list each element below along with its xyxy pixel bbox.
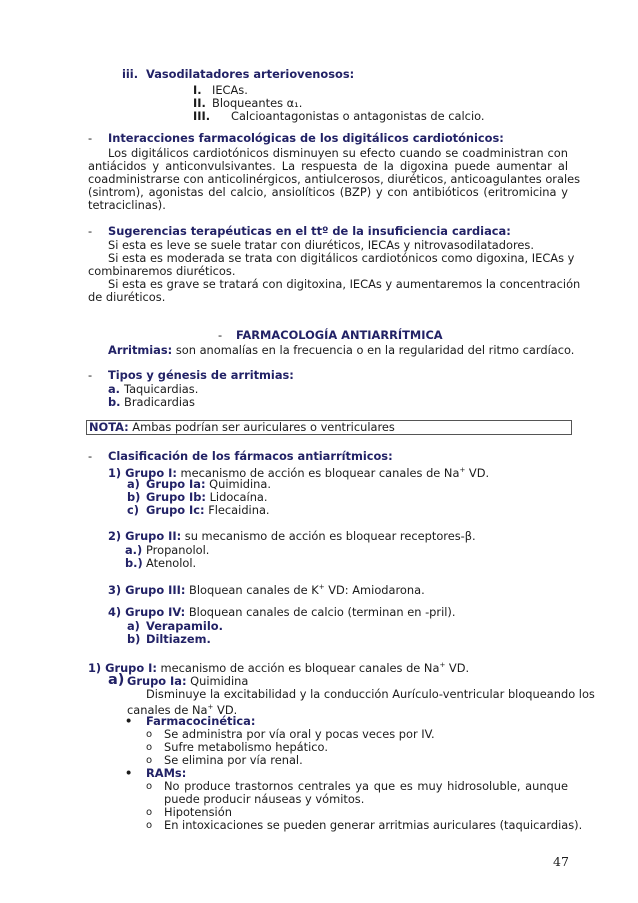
rams-title: RAMs:	[146, 766, 187, 780]
grupo-text: su mecanismo de acción es bloquear receptores-β.	[181, 529, 476, 543]
subgroup-num: b)	[127, 490, 141, 504]
sugerencias-line: de diuréticos.	[88, 290, 166, 304]
farmacocinetica-item: Se elimina por vía renal.	[164, 753, 303, 767]
superscript: +	[318, 583, 325, 591]
grupo-text: VD.	[445, 660, 470, 675]
vaso-item-text: IECAs.	[212, 83, 248, 97]
superscript: +	[439, 661, 446, 669]
subgroup-line	[146, 504, 270, 517]
interacciones-line: Los digitálicos cardiotónicos disminuyen su efecto cuando se coadministran con	[108, 146, 568, 160]
interacciones-line: (sintrom), agonistas del calcio, ansiolíticos (BZP) y con antibióticos (eritromicina y	[88, 185, 568, 199]
vaso-item-text: Bloqueantes α₁.	[212, 96, 303, 110]
grupo-label: 1) Grupo I:	[108, 465, 177, 480]
subgroup-text: Quimidina	[186, 674, 249, 688]
clasificacion-title: Clasificación de los fármacos antiarrítmicos:	[108, 449, 393, 463]
grupo-text: VD: Amiodarona.	[324, 582, 425, 597]
nota-text: Ambas podrían ser auriculares o ventriculares	[128, 420, 395, 434]
grupo-text: Bloquean canales de calcio (terminan en -pril).	[185, 605, 456, 619]
sugerencias-line: Si esta es grave se tratará con digitoxina, IECAs y aumentaremos la concentración	[108, 277, 581, 291]
arritmias-definition	[108, 344, 574, 357]
subgroup-num: b.)	[125, 556, 143, 570]
rams-item: En intoxicaciones se pueden generar arritmias auriculares (taquicardias).	[164, 818, 583, 832]
vaso-item-text: Calcioantagonistas o antagonistas de calcio.	[231, 109, 485, 123]
sub-bullet-icon: o	[146, 755, 153, 766]
grupo-text: mecanismo de acción es bloquear canales de Na	[176, 465, 460, 480]
grupo-label: 3) Grupo III:	[108, 582, 186, 597]
arritmias-text: son anomalías en la frecuencia o en la regularidad del ritmo cardíaco.	[172, 343, 575, 357]
nota-box	[86, 420, 572, 435]
subgroup-text: Propanolol.	[146, 543, 210, 557]
subgroup-num: a)	[127, 619, 140, 633]
bullet-dash: -	[88, 224, 93, 238]
section-heading: FARMACOLOGÍA ANTIARRÍTMICA	[236, 328, 443, 342]
subgroup-text: Lidocaína.	[205, 490, 268, 504]
grupo-line	[88, 659, 469, 675]
bullet-icon: •	[125, 766, 133, 780]
sub-bullet-icon: o	[146, 742, 153, 753]
tipos-item-num: a.	[108, 382, 121, 396]
grupo-label: 2) Grupo II:	[108, 529, 182, 543]
interacciones-line: coadministrarse con anticolinérgicos, antiulcerosos, diuréticos, anticoagulantes orales	[88, 172, 581, 186]
sugerencias-line: combinaremos diuréticos.	[88, 264, 236, 278]
tipos-item-num: b.	[108, 395, 121, 409]
vaso-num: iii.	[122, 67, 139, 81]
bullet-dash: -	[88, 131, 93, 145]
rams-item: No produce trastornos centrales ya que es muy hidrosoluble, aunque	[164, 779, 568, 793]
grupo-label: 4) Grupo IV:	[108, 605, 186, 619]
subgroup-label: Grupo Ia:	[146, 477, 206, 491]
sub-bullet-icon: o	[146, 820, 153, 831]
nota-label: NOTA:	[89, 420, 129, 434]
vaso-item-num: I.	[193, 83, 202, 97]
vaso-title: Vasodilatadores arteriovenosos:	[146, 67, 355, 81]
subgroup-text: Diltiazem.	[146, 632, 211, 646]
grupo-label: 1) Grupo I:	[88, 660, 157, 675]
rams-item: Hipotensión	[164, 805, 232, 819]
subgroup-label: Grupo Ib:	[146, 490, 206, 504]
subgroup-text: Flecaidina.	[204, 503, 270, 517]
vaso-item-num: III.	[193, 109, 211, 123]
grupo-text: mecanismo de acción es bloquear canales de Na	[156, 660, 440, 675]
sub-bullet-icon: o	[146, 729, 153, 740]
bullet-dash: -	[88, 368, 93, 382]
arritmias-label: Arritmias:	[108, 343, 173, 357]
page-number: 47	[553, 854, 569, 869]
superscript: +	[207, 703, 214, 711]
subgroup-text: Quimidina.	[205, 477, 271, 491]
superscript: +	[459, 466, 466, 474]
grupo-text: VD.	[465, 465, 490, 480]
subgroup-num: a)	[127, 477, 140, 491]
tipos-item-text: Taquicardias.	[124, 382, 199, 396]
rams-item: puede producir náuseas y vómitos.	[164, 792, 365, 806]
subgroup-num: a.)	[125, 543, 143, 557]
description-text: VD.	[213, 702, 238, 717]
grupo-line	[108, 581, 425, 597]
bullet-dash: -	[88, 449, 93, 463]
subgroup-label: Grupo Ia:	[127, 674, 187, 688]
farmacocinetica-item: Se administra por vía oral y pocas veces por IV.	[164, 727, 435, 741]
sugerencias-title: Sugerencias terapéuticas en el ttº de la insuficiencia cardiaca:	[108, 224, 511, 238]
sub-bullet-icon: o	[146, 807, 153, 818]
grupo-line	[108, 606, 456, 619]
subgroup-text: Atenolol.	[146, 556, 197, 570]
subgroup-text: Verapamilo.	[146, 619, 223, 633]
sugerencias-line: Si esta es moderada se trata con digitálicos cardiotónicos como digoxina, IECAs y	[108, 251, 575, 265]
tipos-item-text: Bradicardias	[124, 395, 195, 409]
tipos-title: Tipos y génesis de arritmias:	[108, 368, 294, 382]
interacciones-line: antiácidos y anticonvulsivantes. La respuesta de la digoxina puede aumentar al	[88, 159, 568, 173]
sub-bullet-icon: o	[146, 781, 153, 792]
subgroup-label: Grupo Ic:	[146, 503, 205, 517]
farmacocinetica-item: Sufre metabolismo hepático.	[164, 740, 328, 754]
subgroup-num: c)	[127, 503, 139, 517]
farmacocinetica-title: Farmacocinética:	[146, 714, 256, 728]
bullet-icon: •	[125, 714, 133, 728]
interacciones-line: tetraciclinas).	[88, 198, 166, 212]
description-line: Disminuye la excitabilidad y la conducción Aurículo-ventricular bloqueando los	[146, 687, 595, 701]
description-text: canales de Na	[127, 702, 208, 717]
interacciones-title: Interacciones farmacológicas de los digitálicos cardiotónicos:	[108, 131, 504, 145]
grupo-line	[108, 530, 476, 543]
grupo-text: Bloquean canales de K	[185, 582, 319, 597]
bullet-dash: -	[218, 328, 223, 342]
sugerencias-line: Si esta es leve se suele tratar con diuréticos, IECAs y nitrovasodilatadores.	[108, 238, 534, 252]
subgroup-num: a)	[108, 672, 125, 688]
subgroup-num: b)	[127, 632, 141, 646]
vaso-item-num: II.	[193, 96, 206, 110]
